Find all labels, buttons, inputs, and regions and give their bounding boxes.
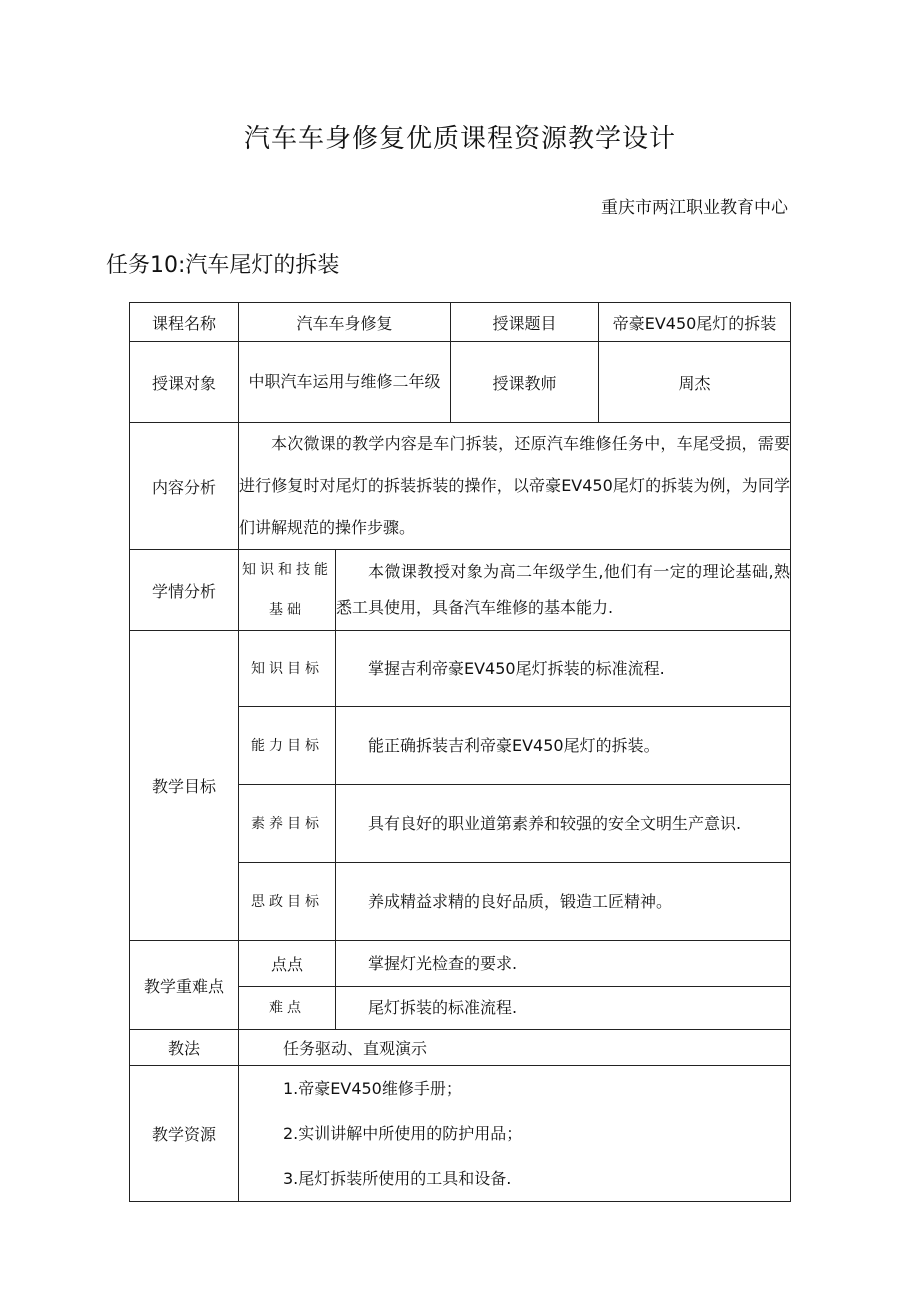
audience-value: 中职汽车运用与维修二年级 — [239, 342, 451, 423]
document-title: 汽车车身修复优质课程资源教学设计 — [243, 124, 676, 154]
content-text: 本次微课的教学内容是车门拆装，还原汽车维修任务中，车尾受损，需要进行修复时对尾灯的拆装拆装的操作，以帝豪EV450尾灯的拆装为例，为同学们讲解规范的操作步骤。 — [239, 423, 791, 550]
course-name-label: 课程名称 — [130, 303, 239, 342]
audience-label: 授课对象 — [130, 342, 239, 423]
organization: 重庆市两江职业教育中心 — [601, 198, 788, 218]
topic-value: 帝豪EV450尾灯的拆装 — [599, 303, 791, 342]
method-label: 教法 — [130, 1030, 239, 1066]
table-row — [130, 550, 791, 631]
key-text: 掌握灯光检查的要求. — [336, 941, 791, 987]
table-row — [130, 423, 791, 550]
goal-text: 掌握吉利帝豪EV450尾灯拆装的标准流程. — [336, 631, 791, 707]
goal-sub-label: 素养目标 — [239, 785, 336, 863]
lesson-plan-table — [129, 302, 791, 1202]
table-row — [130, 1030, 791, 1066]
goal-sub-label: 知识目标 — [239, 631, 336, 707]
goal-sub-label: 能力目标 — [239, 707, 336, 785]
table-row — [130, 342, 791, 423]
list-item: 3.尾灯拆装所使用的工具和设备. — [283, 1169, 512, 1188]
table-row — [130, 303, 791, 342]
resources-list — [239, 1066, 791, 1202]
key-sub-label: 点点 — [239, 941, 336, 987]
course-name-value: 汽车车身修复 — [239, 303, 451, 342]
topic-label: 授课题目 — [451, 303, 599, 342]
resources-label: 教学资源 — [130, 1066, 239, 1202]
keypoints-label: 教学重难点 — [130, 941, 239, 1030]
goal-text: 能正确拆装吉利帝豪EV450尾灯的拆装。 — [336, 707, 791, 785]
teacher-value: 周杰 — [599, 342, 791, 423]
table-row — [130, 941, 791, 987]
method-text: 任务驱动、直观演示 — [239, 1030, 791, 1066]
goal-text: 养成精益求精的良好品质，锻造工匠精神。 — [336, 863, 791, 941]
goals-label: 教学目标 — [130, 631, 239, 941]
teacher-label: 授课教师 — [451, 342, 599, 423]
table-row — [130, 1066, 791, 1202]
difficult-sub-label: 难点 — [239, 987, 336, 1030]
list-item: 1.帝豪EV450维修手册； — [283, 1079, 462, 1098]
list-item: 2.实训讲解中所使用的防护用品； — [283, 1124, 523, 1143]
content-label: 内容分析 — [130, 423, 239, 550]
learner-sub-label: 知识和技能基础 — [239, 550, 336, 631]
learner-label: 学情分析 — [130, 550, 239, 631]
goal-sub-label: 思政目标 — [239, 863, 336, 941]
difficult-text: 尾灯拆装的标准流程. — [336, 987, 791, 1030]
learner-text: 本微课教授对象为高二年级学生,他们有一定的理论基础,熟悉工具使用，具备汽车维修的基本能力. — [336, 550, 791, 631]
goal-text: 具有良好的职业道第素养和较强的安全文明生产意识. — [336, 785, 791, 863]
table-row — [130, 631, 791, 707]
task-heading: 任务10:汽车尾灯的拆装 — [106, 253, 340, 278]
